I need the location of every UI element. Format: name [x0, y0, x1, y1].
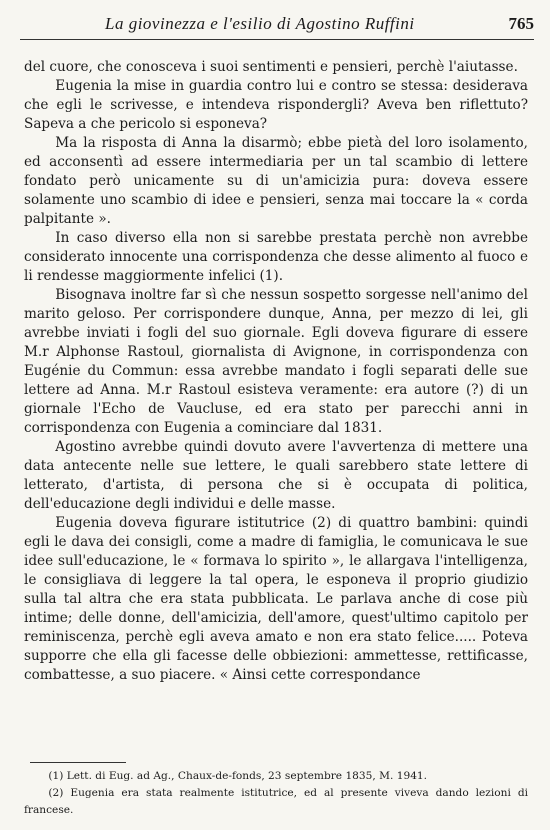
page-number: 765 [508, 14, 534, 33]
body-text [24, 58, 528, 685]
running-title: La giovinezza e l'esilio di Agostino Ruffini [105, 14, 415, 33]
paragraph-4: In caso diverso ella non si sarebbe prestata perchè non avrebbe considerato innocente una corrispondenza che desse alimento al fuoco e li rendesse maggiormente infelici (1). [24, 230, 528, 284]
footnotes [24, 768, 528, 819]
footnote-1: (1) Lett. di Eug. ad Ag., Chaux-de-fonds, 23 septembre 1835, M. 1941. [48, 770, 428, 782]
paragraph-5: Bisognava inoltre far sì che nessun sospetto sorgesse nell'animo del marito geloso. Per corrispondere dunque, Anna, per mezzo di lei, gli avrebbe inviati i fogli del suo giornale. Egli doveva figurare di essere M.r Alphonse Rastoul, giornalista di Avignone, in corrispondenza con Eugénie du Commun: essa avrebbe mandato i fogli separati delle sue lettere ad Anna. M.r Rastoul esisteva veramente: era autore (?) di un giornale l'Echo de Vaucluse, ed era stato per parecchi anni in corrispondenza con Eugenia a cominciare dal 1831. [24, 287, 528, 436]
paragraph-6: Agostino avrebbe quindi dovuto avere l'avvertenza di mettere una data antecente nelle sue lettere, le quali sarebbero state lettere di letterato, d'artista, di persona che si è occupata di politica, dell'educazione degli individui e delle masse. [24, 439, 528, 512]
header-rule [20, 39, 534, 40]
paragraph-7: Eugenia doveva figurare istitutrice (2) di quattro bambini: quindi egli le dava dei consigli, come a madre di famiglia, le comunicava le sue idee sull'educazione, le « formava lo spirito », le allargava l'intelligenza, le consigliava di leggere la tal opera, le esponeva il proprio giudizio sulla tal altra che era stata pubblicata. Le parlava anche di cose più intime; delle donne, dell'amicizia, dell'amore, quest'ultimo capitolo per reminiscenza, perchè egli aveva amato e non era stato felice..... Poteva supporre che ella gli facesse delle obbiezioni: ammettesse, rettificasse, combattesse, a suo piacere. « Ainsi cette correspondance [24, 515, 528, 683]
paragraph-2: Eugenia la mise in guardia contro lui e contro se stessa: desiderava che egli le scrivesse, e intendeva rispondergli? Aveva ben riflettuto? Sapeva a che pericolo si esponeva? [24, 78, 528, 132]
footnote-rule [30, 762, 126, 763]
paragraph-3: Ma la risposta di Anna la disarmò; ebbe pietà del loro isolamento, ed acconsentì ad essere intermediaria per un tal scambio di lettere fondato però unicamente su di un'amicizia pura: doveva essere solamente uno scambio di idee e pensieri, senza mai toccare la « corda palpitante ». [24, 135, 528, 227]
paragraph-1: del cuore, che conosceva i suoi sentimenti e pensieri, perchè l'aiutasse. [24, 59, 518, 75]
footnote-2: (2) Eugenia era stata realmente istitutrice, ed al presente viveva dando lezioni di francese. [24, 787, 528, 816]
running-header [20, 8, 534, 42]
